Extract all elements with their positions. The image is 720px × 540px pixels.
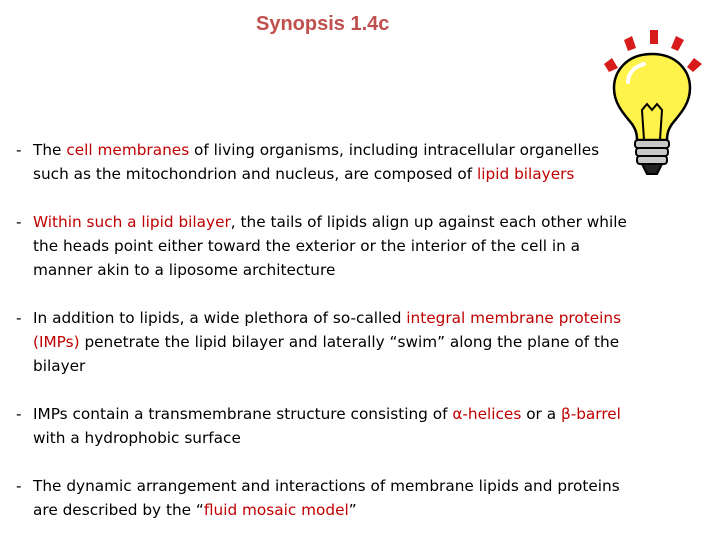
light-ray (650, 30, 658, 44)
bullet-text: In addition to lipids, a wide plethora of so-called (33, 309, 407, 327)
light-ray (687, 58, 702, 72)
bullet-text: penetrate the lipid bilayer and laterally “swim” along the plane of the bilayer (33, 333, 620, 375)
bullet-text: , the tails of lipids align up against each other while the heads point either toward the exterior or the interior of the cell in a manner akin to a liposome architecture (33, 213, 627, 279)
light-ray (604, 58, 618, 72)
highlighted-term: lipid bilayers (477, 165, 575, 183)
bullet-text: The (33, 141, 67, 159)
bullet-marker: - (16, 141, 22, 159)
highlighted-term: fluid mosaic model (203, 501, 349, 519)
bullet-item (16, 306, 636, 378)
bullet-marker: - (16, 309, 22, 327)
highlighted-term: α-helices (452, 405, 522, 423)
bullet-text: The dynamic arrangement and interactions of membrane lipids and proteins are described by the “ (33, 477, 620, 519)
bullet-text: ” (348, 501, 357, 519)
bulb-glass (614, 54, 690, 140)
bullet-text: or a (521, 405, 561, 423)
highlighted-term: Within such a lipid bilayer (33, 213, 231, 231)
bullet-item (16, 474, 636, 522)
bullet-marker: - (16, 405, 22, 423)
bullet-item (16, 138, 636, 186)
bullet-marker: - (16, 213, 22, 231)
bullet-item (16, 402, 636, 450)
highlighted-term: β-barrel (560, 405, 621, 423)
bullet-text: IMPs contain a transmembrane structure consisting of (33, 405, 453, 423)
light-ray (671, 36, 684, 51)
light-ray (624, 36, 636, 51)
bullet-item (16, 210, 636, 282)
highlighted-term: cell membranes (66, 141, 190, 159)
bullet-text: with a hydrophobic surface (33, 429, 241, 447)
bullet-text: of living organisms, including intracellular organelles such as the mitochondrion and nucleus, are composed of (33, 141, 600, 183)
bullet-marker: - (16, 477, 22, 495)
bullet-list (16, 138, 636, 522)
highlighted-term: integral membrane proteins (IMPs) (33, 309, 622, 351)
slide-title: Synopsis 1.4c (256, 13, 390, 35)
